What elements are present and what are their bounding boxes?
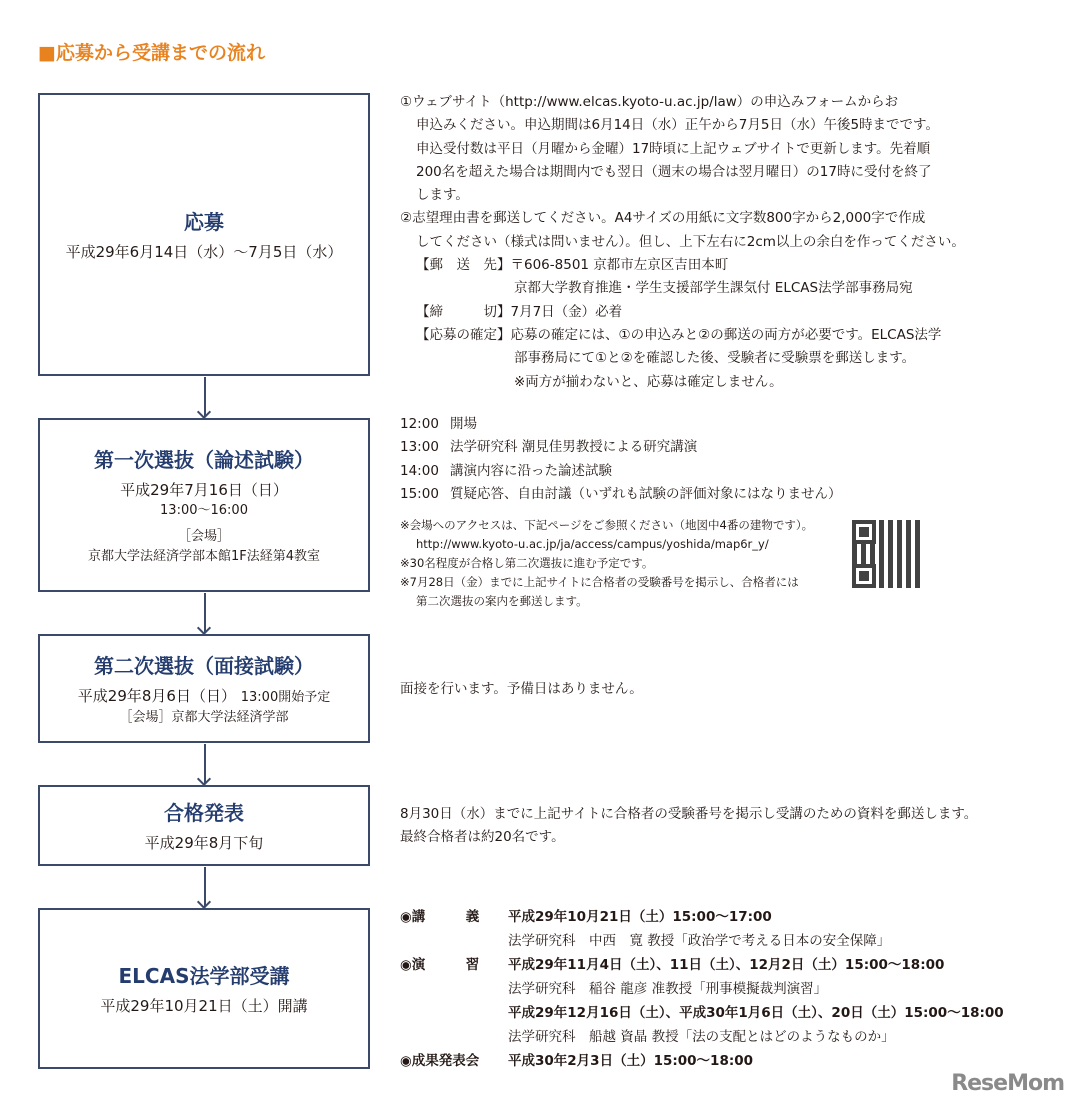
step-exam2 <box>38 634 370 743</box>
step-heading: 第二次選抜（面接試験） <box>94 653 314 678</box>
step-result <box>38 785 370 866</box>
step-date: 平成29年7月16日（日） <box>120 480 288 499</box>
time: 14:00 <box>400 462 439 479</box>
time: 15:00 <box>400 485 439 502</box>
arrow-down-icon <box>204 593 206 633</box>
seminar-date: 平成29年12月16日（土）、平成30年1月6日（土）、20日（土）15:00～18:00 <box>508 1005 1004 1021</box>
text-line: 200名を超えた場合は期間内でも翌日（週末の場合は翌月曜日）の17時に受付を終了 <box>416 163 932 180</box>
text-line: してください（様式は問いません）。但し、上下左右に2cm以上の余白を作ってください。 <box>416 233 965 250</box>
confirm-label: 【応募の確定】 <box>416 326 511 343</box>
lecture-detail: 法学研究科 中西 寛 教授「政治学で考える日本の安全保障」 <box>508 933 891 949</box>
note: ※会場へのアクセスは、下記ページをご参照ください（地図中4番の建物です）。 <box>400 518 814 532</box>
deadline: 7月7日（金）必着 <box>510 303 623 320</box>
text-line: 申込受付数は平日（月曜から金曜）17時頃に上記ウェブサイトで更新します。先着順 <box>416 140 931 157</box>
text-line: ①ウェブサイト（http://www.elcas.kyoto-u.ac.jp/law）の申込みフォームからお <box>400 94 899 110</box>
step-date: 平成29年10月21日（土）開講 <box>100 997 308 1015</box>
mail-address: 〒606-8501 京都市左京区吉田本町 <box>510 257 729 274</box>
time: 13:00 <box>400 439 439 456</box>
step-heading: 応募 <box>184 210 224 234</box>
result-text <box>400 803 977 850</box>
seminar-date: 平成29年11月4日（土）、11日（土）、12月2日（土）15:00～18:00 <box>508 957 945 973</box>
seminar-detail: 法学研究科 稲谷 龍彦 准教授「刑事模擬裁判演習」 <box>508 981 828 997</box>
access-link[interactable]: http://www.kyoto-u.ac.jp/ja/access/campus/yoshida/map6r_y/ <box>416 537 769 551</box>
presentation-label: ◉成果発表会 <box>400 1053 480 1069</box>
step-date: 平成29年8月6日（日） <box>77 686 236 705</box>
resemom-logo: ReseMom <box>951 1071 1064 1096</box>
venue: ［会場］京都大学法経済学部 <box>119 709 289 725</box>
seminar-detail: 法学研究科 船越 資晶 教授「法の支配とはどのようなものか」 <box>508 1029 895 1045</box>
schedule-item <box>400 483 842 506</box>
arrow-down-icon <box>204 377 206 417</box>
venue: 京都大学法経済学部本館1F法経第4教室 <box>87 548 321 564</box>
schedule-item <box>400 436 842 459</box>
mail-address: 京都大学教育推進・学生支援部学生課気付 ELCAS法学部事務局宛 <box>514 280 913 297</box>
apply-details <box>400 91 965 394</box>
desc: 質疑応答、自由討議（いずれも試験の評価対象にはなりません） <box>450 485 842 502</box>
venue-label: ［会場］ <box>177 528 230 544</box>
note: 第二次選抜の案内を郵送します。 <box>416 594 588 608</box>
step-time: 13:00～16:00 <box>160 502 248 518</box>
exam1-notes <box>400 516 813 611</box>
desc: 講演内容に沿った論述試験 <box>450 462 612 479</box>
time: 12:00 <box>400 416 439 432</box>
note: ※7月28日（金）までに上記サイトに合格者の受験番号を掲示し、合格者には <box>400 575 799 589</box>
step-exam1 <box>38 418 370 592</box>
text-line: ※両方が揃わないと、応募は確定しません。 <box>514 373 783 390</box>
step-date: 平成29年8月下旬 <box>144 834 264 852</box>
section-title: ■応募から受講までの流れ <box>38 42 265 64</box>
text-line: します。 <box>416 187 469 204</box>
deadline-label: 【締 切】 <box>416 303 511 320</box>
arrow-down-icon <box>204 867 206 907</box>
lecture-label: ◉講 義 <box>400 909 480 925</box>
text-line: ②志望理由書を郵送してください。A4サイズの用紙に文字数800字から2,000字で作成 <box>400 210 926 227</box>
schedule-item <box>400 413 842 436</box>
lecture-date: 平成29年10月21日（土）15:00～17:00 <box>508 909 772 925</box>
text-line: 申込みください。申込期間は6月14日（水）正午から7月5日（水）午後5時までです。 <box>416 117 939 134</box>
desc: 法学研究科 潮見佳男教授による研究講演 <box>450 439 698 456</box>
text-line: 8月30日（水）までに上記サイトに合格者の受験番号を掲示し受講のための資料を郵送します。 <box>400 806 978 822</box>
step-heading: 第一次選抜（論述試験） <box>94 447 314 472</box>
exam1-schedule <box>400 413 842 506</box>
mail-label: 【郵 送 先】 <box>416 257 511 274</box>
desc: 開場 <box>450 416 477 432</box>
arrow-down-icon <box>204 744 206 784</box>
seminar-label: ◉演 習 <box>400 957 480 973</box>
step-time: 13:00開始予定 <box>240 689 331 705</box>
course-details <box>400 905 1004 1073</box>
step-date: 平成29年6月14日（水）～7月5日（水） <box>65 243 343 261</box>
step-heading: ELCAS法学部受講 <box>118 964 290 988</box>
text-line: 応募の確定には、①の申込みと②の郵送の両方が必要です。ELCAS法学 <box>510 326 942 343</box>
step-heading: 合格発表 <box>164 801 244 825</box>
note: ※30名程度が合格し第二次選抜に進む予定です。 <box>400 556 654 570</box>
presentation-date: 平成30年2月3日（土）15:00～18:00 <box>508 1053 754 1069</box>
text-line: 部事務局にて①と②を確認した後、受験者に受験票を郵送します。 <box>514 350 916 367</box>
step-course <box>38 908 370 1069</box>
text-line: 最終合格者は約20名です。 <box>400 829 565 846</box>
qr-code-icon <box>852 520 920 588</box>
step-apply <box>38 93 370 376</box>
exam2-text: 面接を行います。予備日はありません。 <box>400 681 643 697</box>
schedule-item <box>400 460 842 483</box>
